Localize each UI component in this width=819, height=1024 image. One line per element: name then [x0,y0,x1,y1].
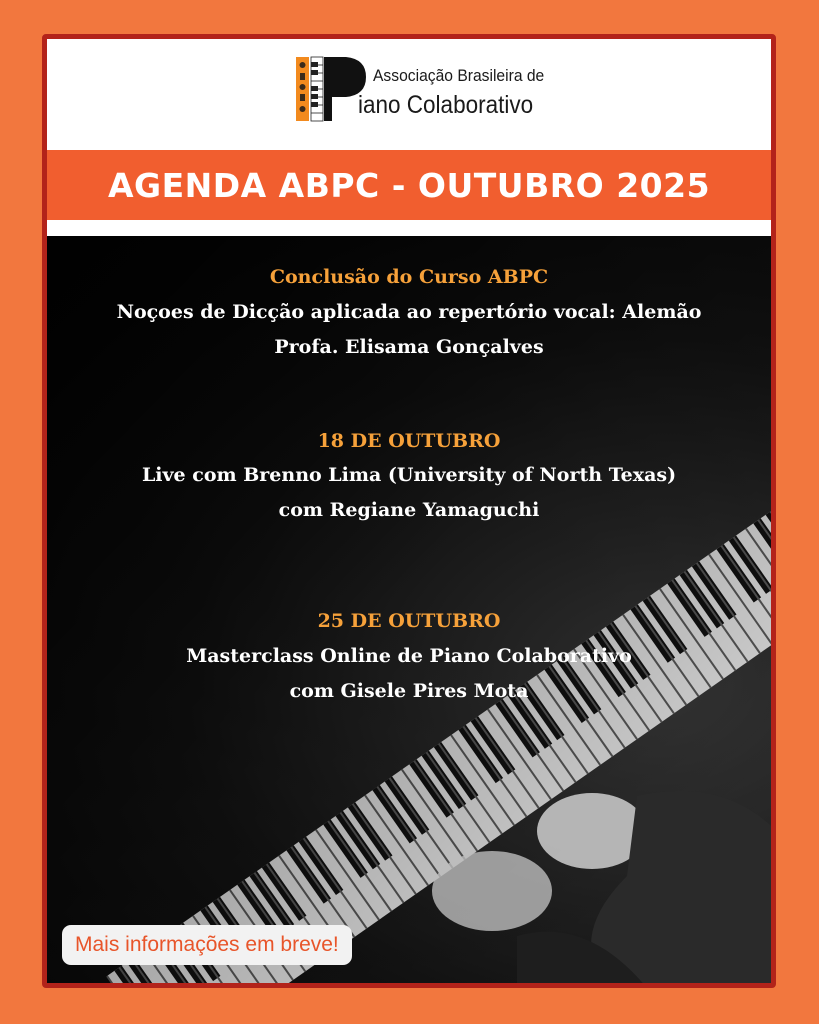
event-heading: Conclusão do Curso ABPC [269,266,549,288]
page-title: AGENDA ABPC - OUTUBRO 2025 [107,165,711,205]
event-date: 25 DE OUTUBRO [317,610,501,632]
event-presenter: Profa. Elisama Gonçalves [274,336,544,358]
event-title: Masterclass Online de Piano Colaborativo [186,645,632,667]
event-title: Live com Brenno Lima (University of North Texas) [141,464,677,486]
poster-frame [42,34,776,988]
logo-text-line1: Associação Brasileira de [373,66,545,85]
event-presenter: com Gisele Pires Mota [289,680,529,702]
divider [47,220,771,236]
logo-text-line2: iano Colaborativo [358,91,534,119]
header [47,39,771,150]
event-presenter: com Regiane Yamaguchi [278,499,540,521]
more-info-text: Mais informações em breve! [75,933,339,956]
event-title: Noçoes de Dicção aplicada ao repertório vocal: Alemão [116,301,702,323]
title-banner [47,150,771,220]
more-info-badge [62,925,352,965]
event-date: 18 DE OUTUBRO [317,430,501,452]
abpc-logo [296,53,556,125]
